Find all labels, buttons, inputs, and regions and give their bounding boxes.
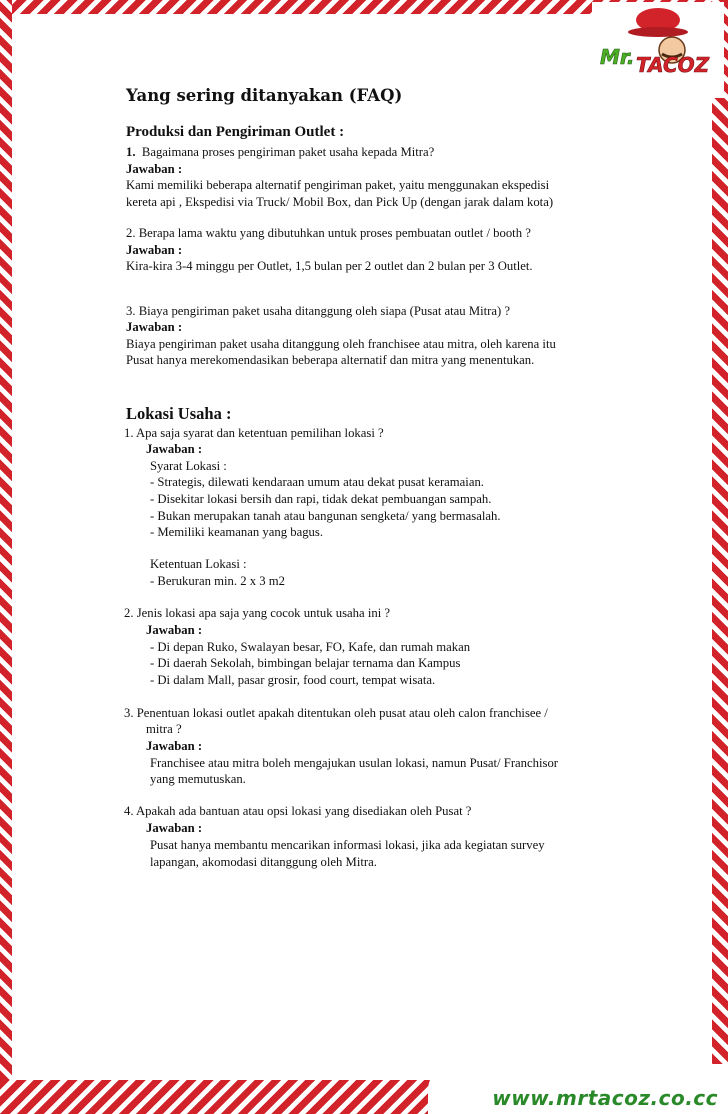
svg-text:TACOZ: TACOZ — [636, 53, 710, 77]
list-item: - Bukan merupakan tanah atau bangunan sengketa/ yang bermasalah. — [150, 509, 501, 523]
syarat-label: Syarat Lokasi : — [150, 459, 227, 473]
question-1: 1. Apa saja syarat dan ketentuan pemilihan lokasi ? — [124, 426, 384, 440]
list-item: - Di daerah Sekolah, bimbingan belajar ternama dan Kampus — [150, 656, 461, 670]
question-number: 1. — [126, 145, 136, 159]
answer-label: Jawaban : — [126, 162, 183, 176]
answer-line: Kira-kira 3-4 minggu per Outlet, 1,5 bulan per 2 outlet dan 2 bulan per 3 Outlet. — [126, 259, 533, 273]
answer-label: Jawaban : — [126, 320, 183, 334]
list-item: - Di depan Ruko, Swalayan besar, FO, Kafe, dan rumah makan — [150, 640, 471, 654]
question-4: 4. Apakah ada bantuan atau opsi lokasi yang disediakan oleh Pusat ? — [124, 804, 472, 818]
question-2: 2. Berapa lama waktu yang dibutuhkan untuk proses pembuatan outlet / booth ? — [126, 226, 531, 240]
list-item: - Berukuran min. 2 x 3 m2 — [150, 574, 285, 588]
list-item: - Strategis, dilewati kendaraan umum atau dekat pusat keramaian. — [150, 475, 484, 489]
page-title: Yang sering ditanyakan (FAQ) — [126, 86, 403, 105]
answer-label: Jawaban : — [146, 623, 203, 637]
answer-label: Jawaban : — [146, 739, 203, 753]
section-heading-produksi: Produksi dan Pengiriman Outlet : — [126, 124, 345, 140]
answer-line: Biaya pengiriman paket usaha ditanggung oleh franchisee atau mitra, oleh karena itu — [126, 337, 556, 351]
answer-line: Kami memiliki beberapa alternatif pengiriman paket, yaitu menggunakan ekspedisi — [126, 178, 550, 192]
question-1 — [126, 145, 434, 160]
website-url: www.mrtacoz.co.cc — [492, 1086, 718, 1110]
question-text: Bagaimana proses pengiriman paket usaha kepada Mitra? — [141, 145, 435, 159]
question-3-cont: mitra ? — [146, 722, 182, 736]
svg-text:Mr.: Mr. — [600, 45, 635, 69]
answer-line: yang memutuskan. — [150, 772, 246, 786]
answer-line: Pusat hanya membantu mencarikan informasi lokasi, jika ada kegiatan survey — [150, 838, 545, 852]
list-item: - Di dalam Mall, pasar grosir, food court, tempat wisata. — [150, 673, 436, 687]
answer-line: Pusat hanya merekomendasikan beberapa alternatif dan mitra yang menentukan. — [126, 353, 535, 367]
left-border-stripes — [0, 0, 12, 1114]
answer-label: Jawaban : — [146, 442, 203, 456]
mr-tacoz-logo — [592, 2, 724, 98]
answer-label: Jawaban : — [146, 821, 203, 835]
question-3: 3. Penentuan lokasi outlet apakah ditentukan oleh pusat atau oleh calon franchisee / — [124, 706, 548, 720]
answer-label: Jawaban : — [126, 243, 183, 257]
page-background — [12, 14, 712, 1080]
question-2: 2. Jenis lokasi apa saja yang cocok untuk usaha ini ? — [124, 606, 391, 620]
list-item: - Disekitar lokasi bersih dan rapi, tidak dekat pembuangan sampah. — [150, 492, 492, 506]
section-heading-lokasi: Lokasi Usaha : — [126, 404, 232, 423]
right-border-stripes — [712, 0, 728, 1114]
answer-line: kereta api , Ekspedisi via Truck/ Mobil Box, dan Pick Up (dengan jarak dalam kota) — [126, 195, 554, 209]
ketentuan-label: Ketentuan Lokasi : — [150, 557, 247, 571]
list-item: - Memiliki keamanan yang bagus. — [150, 525, 323, 539]
answer-line: Franchisee atau mitra boleh mengajukan usulan lokasi, namun Pusat/ Franchisor — [150, 756, 559, 770]
question-3: 3. Biaya pengiriman paket usaha ditanggung oleh siapa (Pusat atau Mitra) ? — [126, 304, 511, 318]
footer-url-panel — [428, 1064, 728, 1114]
answer-line: lapangan, akomodasi ditanggung oleh Mitra. — [150, 855, 377, 869]
